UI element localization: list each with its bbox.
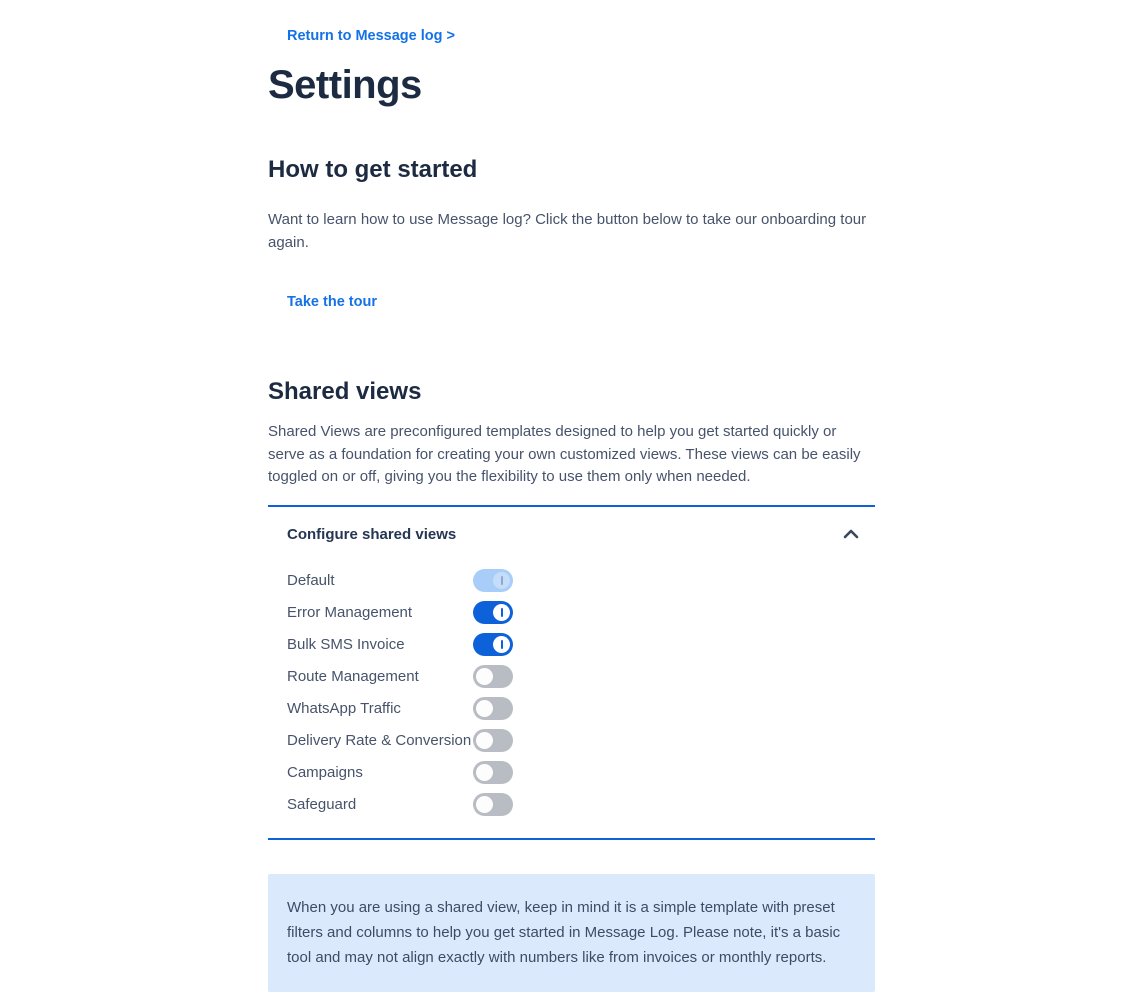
toggle-error-management[interactable]: [473, 601, 513, 624]
toggle-row: [268, 757, 875, 789]
toggle-route-management[interactable]: [473, 665, 513, 688]
configure-shared-views-title: Configure shared views: [287, 525, 457, 543]
toggle-knob: [476, 732, 493, 749]
return-to-message-log-link[interactable]: Return to Message log >: [287, 28, 455, 44]
toggle-row: [268, 565, 875, 597]
toggle-knob: [476, 796, 493, 813]
toggle-label: Safeguard: [287, 796, 357, 813]
toggle-row: [268, 597, 875, 629]
toggle-label: Delivery Rate & Conversion: [287, 732, 472, 749]
toggle-bulk-sms-invoice[interactable]: [473, 633, 513, 656]
shared-view-note-box: [268, 874, 875, 992]
configure-shared-views-panel: [268, 505, 875, 840]
toggle-label: Error Management: [287, 604, 413, 621]
shared-views-toggle-list: [268, 565, 875, 821]
how-to-get-started-heading: How to get started: [268, 156, 478, 183]
toggle-row: [268, 693, 875, 725]
toggle-whatsapp-traffic[interactable]: [473, 697, 513, 720]
toggle-delivery-rate-conversion[interactable]: [473, 729, 513, 752]
toggle-campaigns[interactable]: [473, 761, 513, 784]
toggle-knob: [476, 764, 493, 781]
shared-view-note-text: When you are using a shared view, keep in mind it is a simple template with preset filters and columns to help you get started in Message Log. Please note, it's a basic tool and may not align exactly with numbers like from invoices or monthly reports.: [287, 898, 841, 966]
how-to-get-started-body: Want to learn how to use Message log? Click the button below to take our onboarding tour again.: [268, 211, 867, 251]
toggle-row: [268, 629, 875, 661]
toggle-row: [268, 661, 875, 693]
toggle-knob: [493, 604, 510, 621]
page-title: Settings: [268, 63, 422, 107]
toggle-knob: [493, 572, 510, 589]
toggle-safeguard[interactable]: [473, 793, 513, 816]
toggle-knob: [493, 636, 510, 653]
toggle-label: Campaigns: [287, 764, 363, 781]
toggle-default[interactable]: [473, 569, 513, 592]
toggle-row: [268, 725, 875, 757]
toggle-row: [268, 789, 875, 821]
toggle-label: Route Management: [287, 668, 419, 685]
toggle-label: Bulk SMS Invoice: [287, 636, 405, 653]
toggle-label: Default: [287, 572, 335, 589]
take-the-tour-link[interactable]: Take the tour: [287, 294, 377, 310]
settings-page: [268, 0, 875, 992]
toggle-knob: [476, 700, 493, 717]
configure-shared-views-header[interactable]: [268, 526, 875, 543]
toggle-label: WhatsApp Traffic: [287, 700, 401, 717]
shared-views-heading: Shared views: [268, 378, 422, 405]
shared-views-body: Shared Views are preconfigured templates designed to help you get started quickly or serve as a foundation for creating your own customized views. These views can be easily toggled on or off, giving you the flexibility to use them only when needed.: [268, 423, 861, 485]
chevron-up-icon[interactable]: [843, 529, 859, 539]
toggle-knob: [476, 668, 493, 685]
